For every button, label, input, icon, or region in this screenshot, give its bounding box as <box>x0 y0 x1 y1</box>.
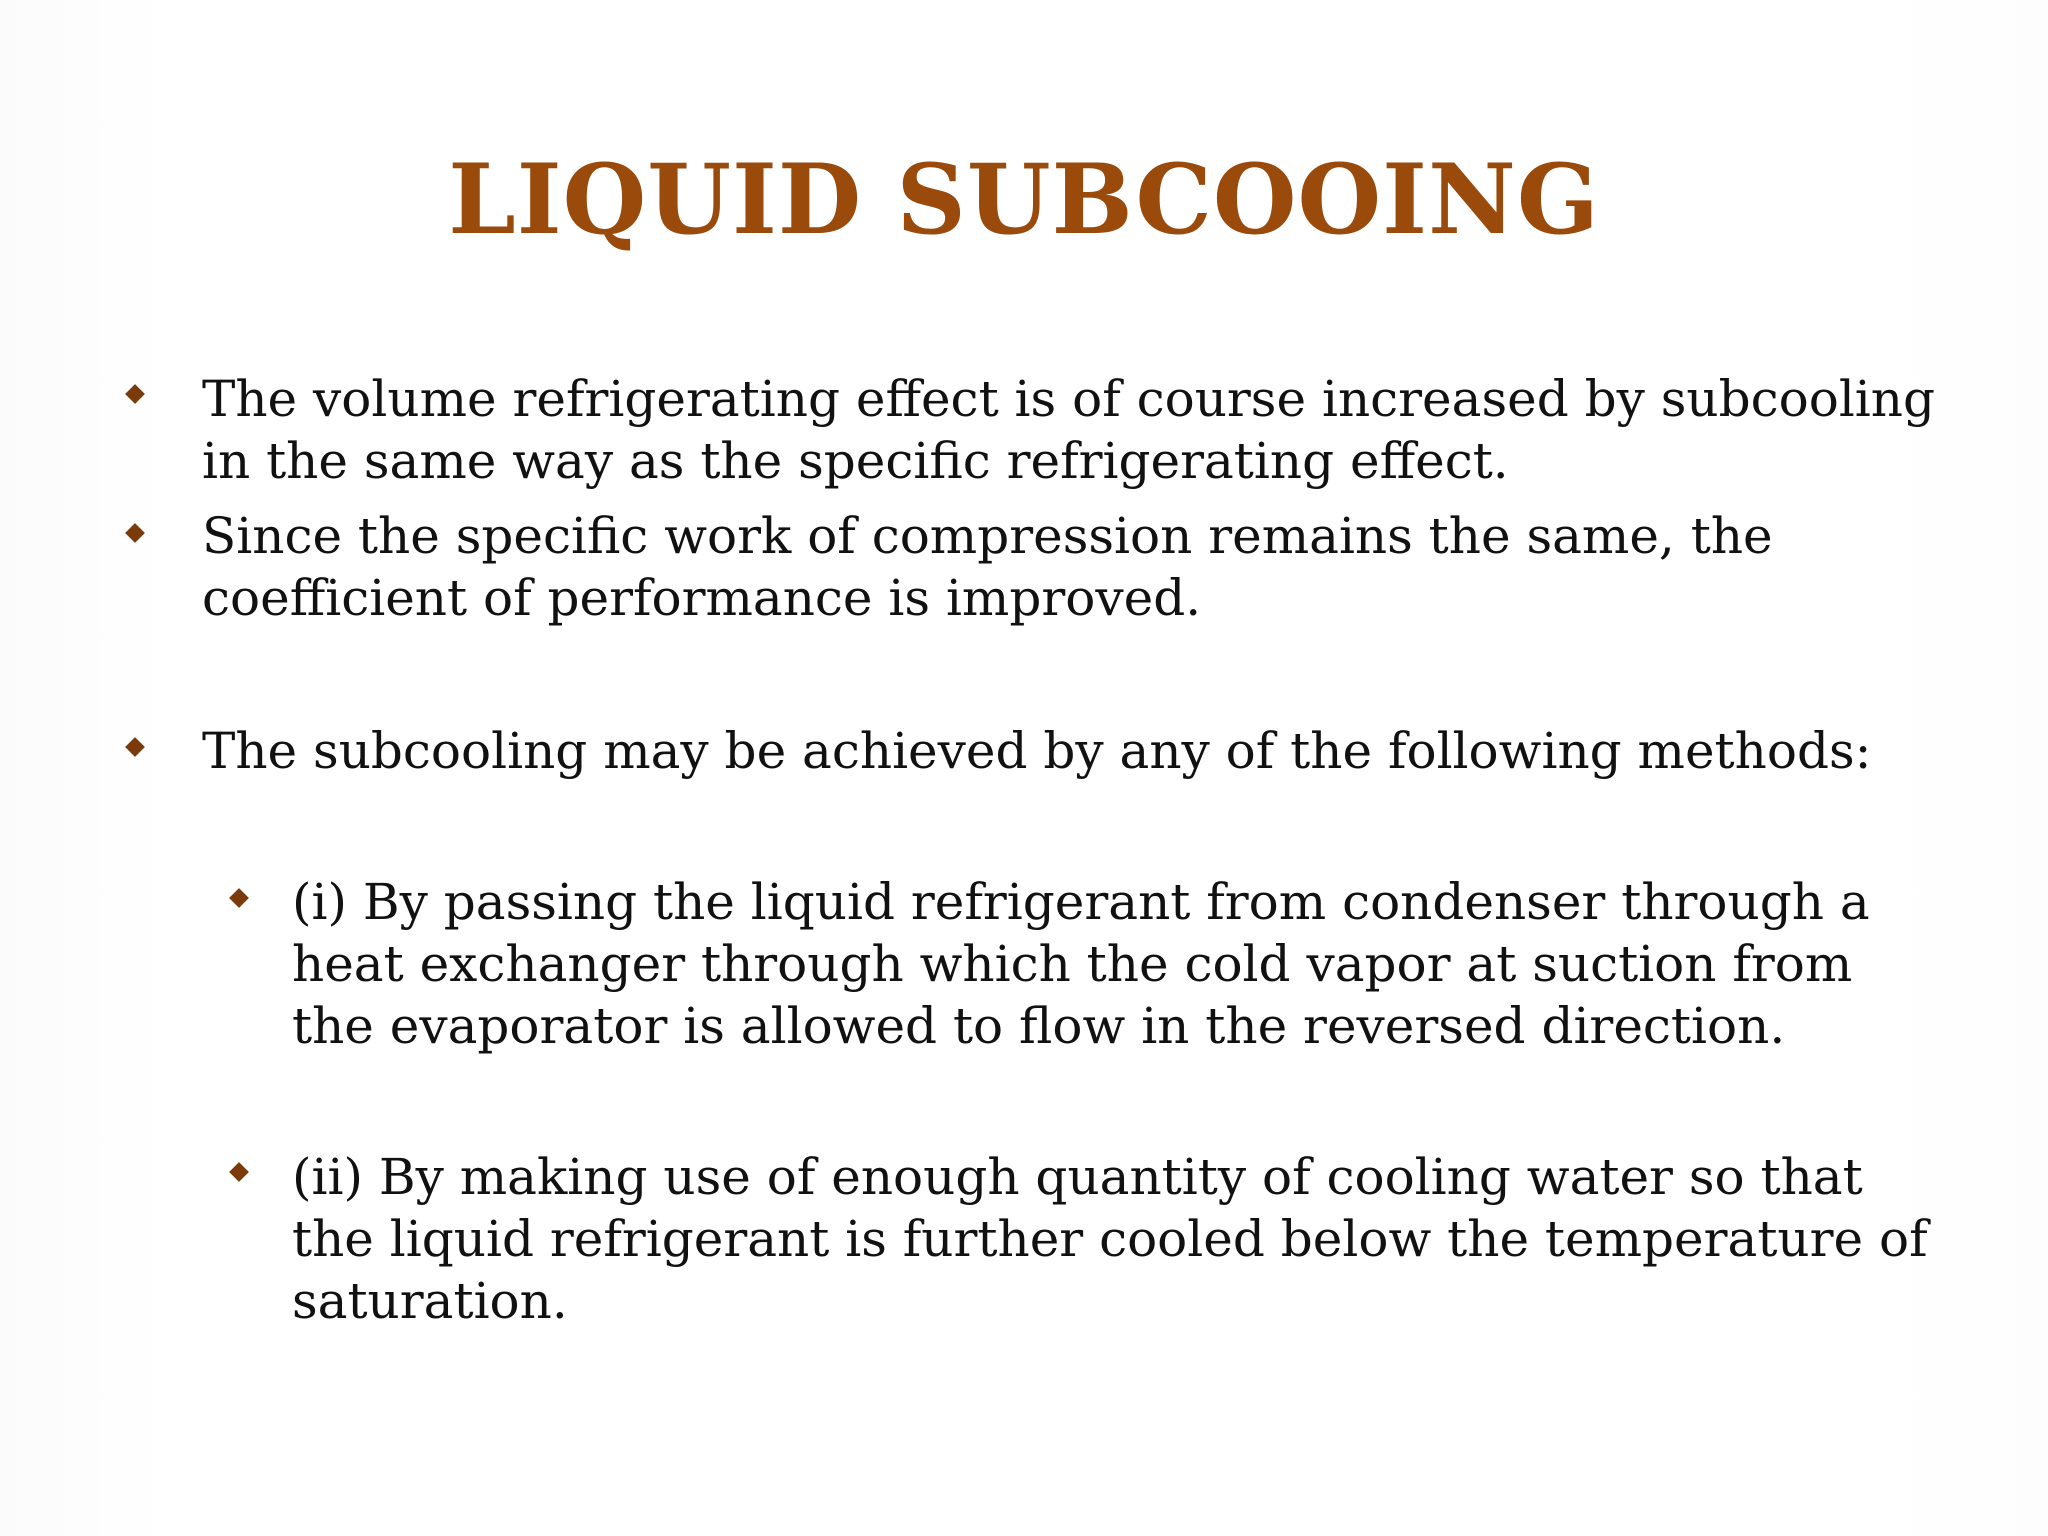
diamond-subbullet-icon <box>229 1162 249 1182</box>
bullet-text: Since the specific work of compression remains the same, the coefficient of performance is improved. <box>202 507 1773 627</box>
bullet-text: The volume refrigerating effect is of course increased by subcooling in the same way as the specific refrigerating effect. <box>202 370 1936 490</box>
sub-bullet-item <box>292 871 1932 1057</box>
sub-bullet-text: (ii) By making use of enough quantity of cooling water so that the liquid refrigerant is further cooled below the temperature of saturation. <box>292 1148 1928 1330</box>
bullet-item <box>202 368 1942 492</box>
diamond-bullet-icon <box>125 523 145 543</box>
bullet-text: The subcooling may be achieved by any of the following methods: <box>202 722 1872 780</box>
diamond-bullet-icon <box>125 737 145 757</box>
sub-bullet-item <box>292 1146 1932 1332</box>
diamond-subbullet-icon <box>229 888 249 908</box>
slide-title: LIQUID SUBCOOING <box>448 143 1600 256</box>
diamond-bullet-icon <box>125 384 145 404</box>
bullet-item <box>202 505 1942 629</box>
bullet-item <box>202 720 1942 782</box>
sub-bullet-text: (i) By passing the liquid refrigerant from condenser through a heat exchanger through which the cold vapor at suction from the evaporator is allowed to flow in the reversed direction. <box>292 873 1870 1055</box>
